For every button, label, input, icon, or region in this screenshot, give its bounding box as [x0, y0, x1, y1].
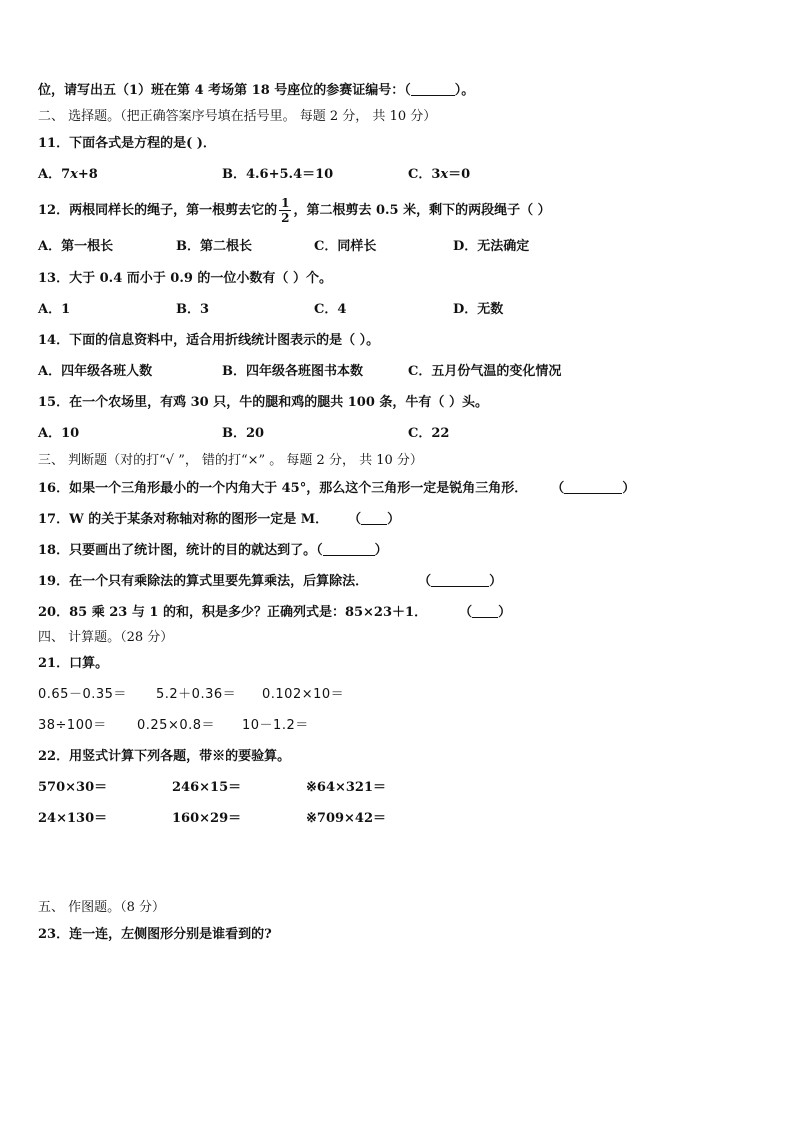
answer-blank[interactable]: [323, 541, 375, 556]
q14-stem: 14．下面的信息资料中，适合用折线统计图表示的是（ ）。: [38, 333, 380, 348]
q10-tail: [38, 81, 474, 100]
section-3-header: 三、 判断题（对的打“√ ”， 错的打“×” 。 每题 2 分， 共 10 分）: [38, 453, 423, 468]
q12-option-b[interactable]: B．第二根长: [176, 239, 252, 254]
q21-item: 5.2＋0.36＝: [156, 687, 237, 702]
q20: 20．85 乘 23 与 1 的和，积是多少？正确列式是：85×23＋1． （ ）: [38, 605, 512, 620]
q21-item: 0.25×0.8＝: [137, 718, 216, 733]
answer-blank[interactable]: [411, 81, 455, 96]
q10-text-end: ）。: [454, 83, 475, 98]
q13-option-d[interactable]: D．无数: [453, 302, 504, 317]
q15-option-a[interactable]: A．10: [38, 426, 80, 441]
q11-option-a[interactable]: A．7x+8: [38, 167, 98, 182]
section-2-header: 二、 选择题。（把正确答案序号填在括号里。 每题 2 分， 共 10 分）: [38, 109, 437, 124]
answer-blank[interactable]: [361, 510, 387, 525]
q22-stem: 22．用竖式计算下列各题，带※的要验算。: [38, 749, 291, 764]
q13-option-a[interactable]: A．1: [38, 302, 71, 317]
q11-stem: 11．下面各式是方程的是( )．: [38, 136, 216, 151]
q22-item: 24×130＝: [38, 811, 108, 826]
answer-blank[interactable]: [564, 479, 622, 494]
q12-option-c[interactable]: C．同样长: [314, 239, 377, 254]
section-5-header: 五、 作图题。（8 分）: [38, 900, 166, 915]
q13-option-b[interactable]: B．3: [176, 302, 210, 317]
q19: 19．在一个只有乘除法的算式里要先算乘法，后算除法． （ ）: [38, 574, 503, 589]
q22-item: 246×15＝: [172, 780, 242, 795]
q22-item: 160×29＝: [172, 811, 242, 826]
answer-blank[interactable]: [431, 572, 489, 587]
q21-item: 10－1.2＝: [242, 718, 309, 733]
q23-stem: 23．连一连，左侧图形分别是谁看到的?: [38, 927, 272, 942]
section-4-header: 四、 计算题。（28 分）: [38, 630, 174, 645]
q15-option-c[interactable]: C．22: [408, 426, 450, 441]
q16: 16．如果一个三角形最小的一个内角大于 45°，那么这个三角形一定是锐角三角形． （ ）: [38, 481, 636, 496]
q17: 17．W 的关于某条对称轴对称的图形一定是 M． （ ）: [38, 512, 401, 527]
q21-item: 0.102×10＝: [262, 687, 345, 702]
q14-option-c[interactable]: C．五月份气温的变化情况: [408, 364, 562, 379]
q12-option-a[interactable]: A．第一根长: [38, 239, 114, 254]
q22-item: ※709×42＝: [306, 811, 387, 826]
q21-item: 38÷100＝: [38, 718, 107, 733]
q13-stem: 13．大于 0.4 而小于 0.9 的一位小数有（ ）个。: [38, 271, 332, 286]
q12-stem: 12．两根同样长的绳子，第一根剪去它的 $\frac{1}{2}$ ，第二根剪去 0.5 米，剩下的两段绳子（ ）: [38, 196, 551, 225]
q18: 18．只要画出了统计图，统计的目的就达到了。（ ）: [38, 543, 388, 558]
q22-item: 570×30＝: [38, 780, 108, 795]
q13-option-c[interactable]: C．4: [314, 302, 347, 317]
q15-stem: 15．在一个农场里，有鸡 30 只，牛的腿和鸡的腿共 100 条，牛有（ ）头。: [38, 395, 488, 410]
q12-option-d[interactable]: D．无法确定: [453, 239, 530, 254]
q11-option-b[interactable]: B．4.6+5.4＝10: [222, 167, 334, 182]
q22-item: ※64×321＝: [306, 780, 387, 795]
q21-item: 0.65－0.35＝: [38, 687, 127, 702]
q15-option-b[interactable]: B．20: [222, 426, 265, 441]
q14-option-a[interactable]: A．四年级各班人数: [38, 364, 153, 379]
answer-blank[interactable]: [472, 603, 498, 618]
q14-option-b[interactable]: B．四年级各班图书本数: [222, 364, 363, 379]
q21-stem: 21．口算。: [38, 656, 109, 671]
q10-text: 位，请写出五（1）班在第 4 考场第 18 号座位的参赛证编号：（: [38, 83, 411, 98]
q11-option-c[interactable]: C．3x＝0: [408, 167, 471, 182]
one-half-fraction: $\frac{1}{2}$: [281, 196, 290, 225]
